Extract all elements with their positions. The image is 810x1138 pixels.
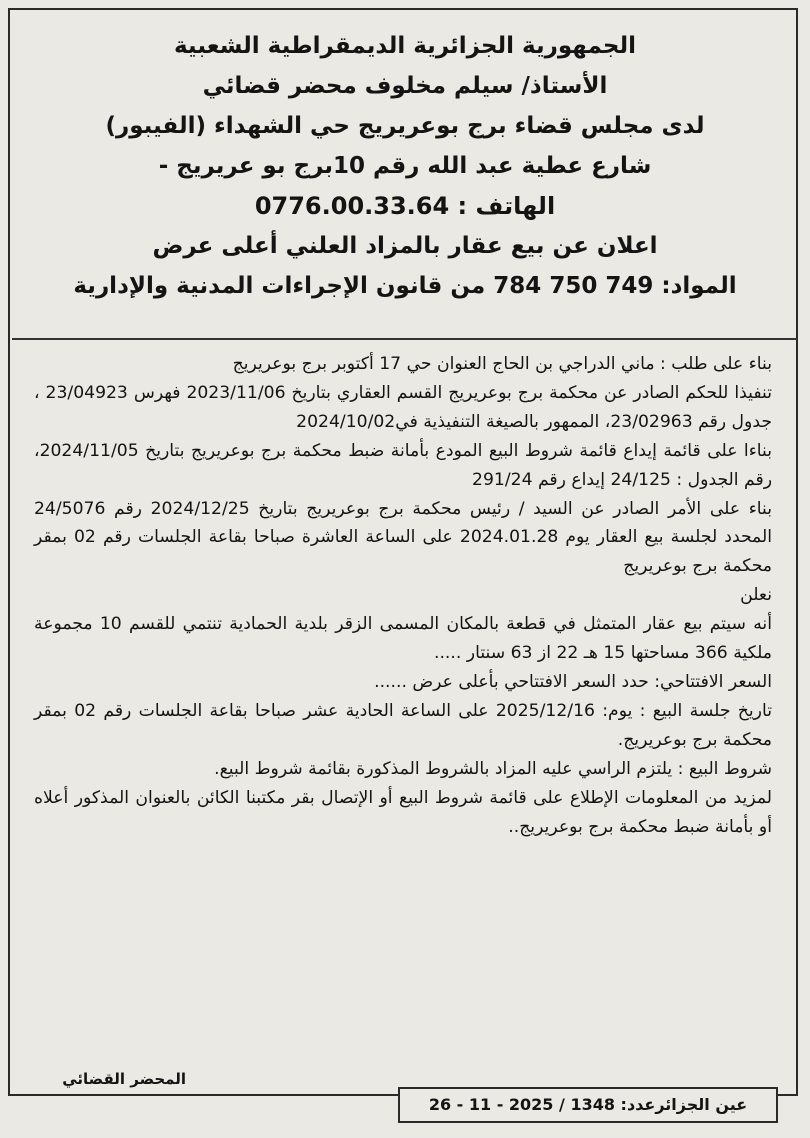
publication-footer	[398, 1087, 778, 1123]
address-line: شارع عطية عبد الله رقم 10برج بو عريريج -	[158, 153, 652, 179]
ad-body	[34, 350, 772, 841]
publication-date: 26 - 11 - 2025	[428, 1095, 554, 1114]
bailiff-name: الأستاذ/ سيلم مخلوف محضر قضائي	[202, 73, 608, 99]
paragraph-more-info: لمزيد من المعلومات الإطلاع على قائمة شروط البيع أو الإتصال بقر مكتبنا الكائن بالعنوان المذكور أعلاه أو بأمانة ضبط محكمة برج بوعريريج..	[34, 787, 772, 837]
paragraph-conditions: شروط البيع : يلتزم الراسي عليه المزاد بالشروط المذكورة بقائمة شروط البيع.	[214, 758, 772, 779]
republic-title: الجمهورية الجزائرية الديمقراطية الشعبية	[173, 33, 637, 59]
paragraph-order: بناء على الأمر الصادر عن السيد / رئيس محكمة برج بوعريريج بتاريخ 2024/12/25 رقم 24/5076 المحدد لجلسة بيع العقار يوم 2024.01.28 على الساعة العاشرة صباحا بقاعة الجلسات رقم 02 بمقر محكمة برج بوعريريج	[34, 498, 773, 577]
ad-header	[22, 26, 788, 306]
paragraph-deposit: بناءا على قائمة إيداع قائمة شروط البيع المودع بأمانة ضبط محكمة برج بوعريريج بتاريخ 2024/11/05، رقم الجدول : 24/125 إيداع رقم 291/24	[34, 440, 772, 490]
paragraph-opening-price: السعر الافتتاحي: حدد السعر الافتتاحي بأعلى عرض ......	[374, 671, 772, 692]
phone-line: الهاتف : 0776.00.33.64	[254, 192, 556, 220]
ad-title: اعلان عن بيع عقار بالمزاد العلني أعلى عرض	[152, 233, 658, 259]
paragraph-judgment: تنفيذا للحكم الصادر عن محكمة برج بوعريريج القسم العقاري بتاريخ 2023/11/06 فهرس 23/04923 ، جدول رقم 23/02963، الممهور بالصيغة التنفيذية في2024/10/02	[34, 382, 773, 432]
paragraph-property: أنه سيتم بيع عقار المتمثل في قطعة بالمكان المسمى الزقر بلدية الحمادية تنتمي للقسم 10 مجموعة ملكية 366 مساحتها 15 هـ 22 از 63 سنتار .....	[34, 614, 772, 664]
signer-title: المحضر القضائي	[62, 1070, 186, 1088]
court-line: لدى مجلس قضاء برج بوعريريج حي الشهداء (الفيبور)	[105, 113, 705, 139]
publication-label: عين الجزائرعدد: 1348 /	[559, 1095, 748, 1114]
paragraph-announce: نعلن	[740, 585, 772, 606]
divider	[12, 338, 798, 340]
paragraph-request: بناء على طلب : ماني الدراجي بن الحاج العنوان حي 17 أكتوبر برج بوعريريج	[232, 354, 772, 374]
legal-articles: المواد: 749 750 784 من قانون الإجراءات المدنية والإدارية	[73, 273, 737, 299]
paragraph-session-date: تاريخ جلسة البيع : يوم: 2025/12/16 على الساعة الحادية عشر صباحا بقاعة الجلسات رقم 02 بمقر محكمة برج بوعريريج.	[34, 700, 772, 750]
